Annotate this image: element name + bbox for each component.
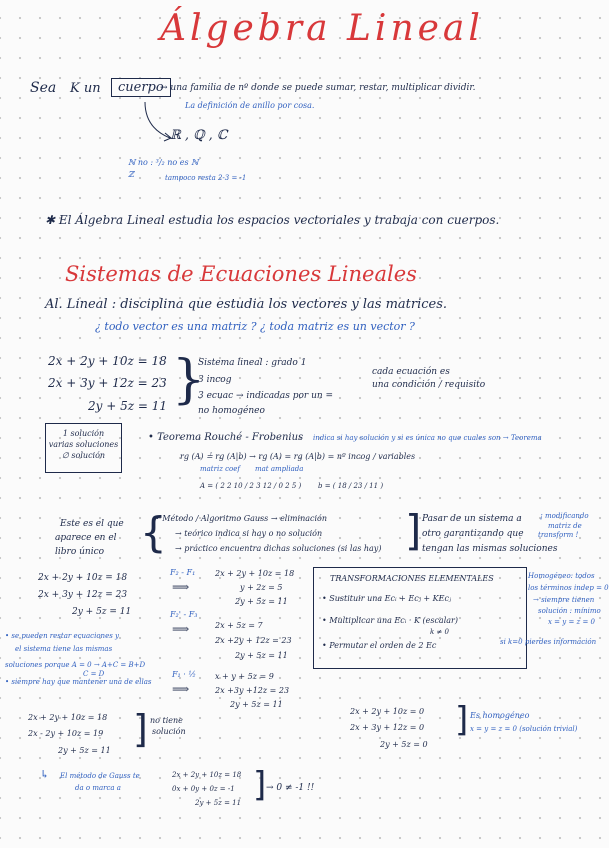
no-solution-row: 2x - 2y + 10z = 19	[28, 729, 104, 738]
z-label: ℤ	[128, 170, 134, 179]
gauss-left-note: soluciones porque A = 0 → A+C = B+D	[5, 661, 146, 669]
arrow-right-icon: ⟹	[172, 682, 190, 696]
solutions-item: 1 solución	[62, 429, 105, 438]
lineal-definition: Al. Lineal : disciplina que estudia los vectores y las matrices.	[45, 297, 448, 312]
gauss-op3: F₁ · ½	[172, 670, 197, 679]
no-solution-row: 2x + 2y + 10z = 18	[28, 713, 108, 722]
homog-note: solución : mínimo	[538, 607, 601, 615]
gauss-op1: F₂ - F₁	[170, 568, 196, 577]
cuerpo-note: La definición de anillo por cosa.	[185, 101, 315, 110]
gauss-s2-row: y + 2z = 5	[240, 583, 283, 592]
transformation-item: • Permutar el orden de 2 Ec	[322, 641, 437, 650]
system1-row: 2x + 2y + 10z = 18	[48, 354, 167, 368]
homog-row: 2x + 3y + 12z = 0	[350, 723, 425, 732]
gauss-s1-row: 2y + 5z = 11	[72, 607, 132, 617]
method-item: → teórico indica si hay o no solución	[175, 529, 323, 538]
gauss-left-note: • se pueden restar ecuaciones y	[5, 632, 119, 640]
gauss-s3-row: 2x + 5z = 7	[215, 621, 263, 630]
no-solution-note: no tiene	[150, 716, 183, 725]
methods-left: Este es el que	[60, 519, 124, 529]
down-arrow-icon: ↳	[40, 768, 50, 781]
methods-right: tengan las mismas soluciones	[422, 544, 558, 554]
algebra-statement: ✱ El Álgebra Lineal estudia los espacios vectoriales y trabaja con cuerpos.	[45, 213, 500, 227]
bracket: ]	[455, 700, 469, 740]
gauss-s3-row: 2x +2y + 12z = 23	[215, 636, 292, 645]
solutions-item: ∅ solución	[61, 451, 106, 460]
homog-note: Homogéneo: todos	[528, 572, 595, 580]
transformation-item: • Multiplicar una Ecᵢ · K (escalar)	[322, 616, 458, 625]
homog-note: → siempre tienen	[533, 596, 595, 604]
gauss-note-row: 0x + 0y + 0z = -1	[172, 785, 235, 793]
method-item: → práctico encuentra dichas soluciones (si las hay)	[175, 544, 382, 553]
gauss-op2: F₂' - F₃	[170, 610, 198, 619]
arrow-right-icon: ⟹	[172, 580, 190, 594]
bracket: ]	[405, 506, 422, 555]
solutions-box	[45, 423, 122, 473]
label-matrix-coef: matriz coef	[200, 465, 240, 473]
gauss-s2-row: 2x + 2y + 10z = 18	[215, 569, 295, 578]
matrix-b: b = ( 18 / 23 / 11 )	[318, 482, 384, 490]
system1-side: cada ecuación es	[372, 367, 450, 377]
homog-note: x = y = z = 0	[548, 618, 595, 626]
cuerpo-box: cuerpo	[111, 78, 171, 97]
k-zero-note: si k=0 pierdes información	[500, 638, 597, 646]
homog-solution: x = y = z = 0 (solución trivial)	[470, 725, 578, 733]
bracket: ]	[133, 707, 148, 751]
rouche-title: • Teorema Rouché - Frobenius	[148, 432, 304, 443]
methods-right: Pasar de un sistema a	[422, 514, 522, 524]
gauss-s1-row: 2x + 3y + 12z = 23	[38, 590, 128, 600]
methods-left: libro único	[55, 547, 105, 557]
label-matrix-ampliada: mat ampliada	[255, 465, 304, 473]
methods-right-note: ¡ modificando	[540, 512, 589, 520]
system1-row: 2x + 3y + 12z = 23	[48, 376, 167, 390]
section-title: Sistemas de Ecuaciones Lineales	[65, 262, 417, 286]
n-note: ℕ no : ³/₂ no es ℕ	[128, 158, 199, 167]
gauss-note: da o marca a	[75, 784, 121, 792]
gauss-abcd: C = D	[83, 670, 105, 678]
rouche-formula: rg (A) ≟ rg (A|b) → rg (A) = rg (A|b) = nº incog / variables	[180, 452, 416, 461]
homog-label: Es homogéneo	[470, 711, 530, 720]
homog-note: los términos indep = 0	[528, 584, 609, 592]
gauss-note-row: 2x + 2y + 10z = 18	[172, 771, 242, 779]
k-un-text: K un	[70, 81, 101, 96]
transformation-item: • Sustituir una Ecᵢ + Ecⱼ + KEcⱼ	[322, 594, 452, 603]
gauss-s4-row: 2y + 5z = 11	[230, 700, 283, 709]
arrow-right-icon: ⟹	[172, 622, 190, 636]
brace-open: {	[140, 508, 167, 557]
gauss-left-note: • siempre hay que mantener una de ellas	[5, 678, 152, 686]
system1-row: 2y + 5z = 11	[88, 399, 168, 413]
vector-question: ¿ todo vector es una matriz ? ¿ toda matriz es un vector ?	[95, 320, 415, 333]
system1-note: no homogéneo	[198, 406, 265, 416]
gauss-s3-row: 2y + 5z = 11	[235, 651, 288, 660]
gauss-note-row: 2y + 5z = 11	[195, 799, 242, 807]
matrix-a: A = ( 2 2 10 / 2 3 12 / 0 2 5 )	[200, 482, 302, 490]
methods-right: otro garantizando que	[422, 529, 524, 539]
solutions-item: varias soluciones	[48, 440, 119, 449]
system1-note: Sistema lineal : grado 1	[198, 358, 307, 368]
brace: }	[172, 350, 206, 410]
no-solution-row: 2y + 5z = 11	[58, 746, 111, 755]
transformations-title: TRANSFORMACIONES ELEMENTALES	[330, 574, 494, 583]
contradiction: → 0 ≠ -1 !!	[266, 783, 315, 793]
gauss-s2-row: 2y + 5z = 11	[235, 597, 288, 606]
rouche-desc: indica si hay solución y si es única no que cuales son → Teorema	[313, 434, 542, 442]
gauss-left-note: el sistema tiene las mismas	[15, 645, 113, 653]
no-solution-note: solución	[152, 727, 186, 736]
sea-text: Sea	[30, 80, 57, 96]
methods-left: aparece en el	[55, 533, 117, 543]
system1-note: 3 incog	[198, 375, 232, 385]
methods-right-note: matriz de	[548, 522, 582, 530]
gauss-s1-row: 2x + 2y + 10z = 18	[38, 573, 128, 583]
homog-row: 2y + 5z = 0	[380, 740, 428, 749]
system1-note: 3 ecuac → indicadas por un =	[198, 391, 334, 401]
k-nonzero-note: k ≠ 0	[430, 628, 450, 636]
number-sets: ℝ , ℚ , ℂ	[170, 128, 228, 143]
gauss-s4-row: x + y + 5z = 9	[215, 672, 274, 681]
method-item: • Método / Algoritmo Gauss → eliminación	[155, 514, 327, 523]
bracket: ]	[253, 765, 267, 805]
cuerpo-definition: → una familia de nº donde se puede sumar, restar, multiplicar dividir.	[160, 83, 476, 93]
gauss-note: El método de Gauss te	[60, 772, 140, 780]
gauss-s4-row: 2x +3y +12z = 23	[215, 686, 290, 695]
methods-right-note: transform !	[538, 531, 579, 539]
page-title: Álgebra Lineal	[160, 8, 484, 49]
system1-side: una condición / requisito	[372, 380, 486, 390]
homog-row: 2x + 2y + 10z = 0	[350, 707, 425, 716]
z-note: tampoco resta 2-3 = -1	[165, 174, 247, 182]
